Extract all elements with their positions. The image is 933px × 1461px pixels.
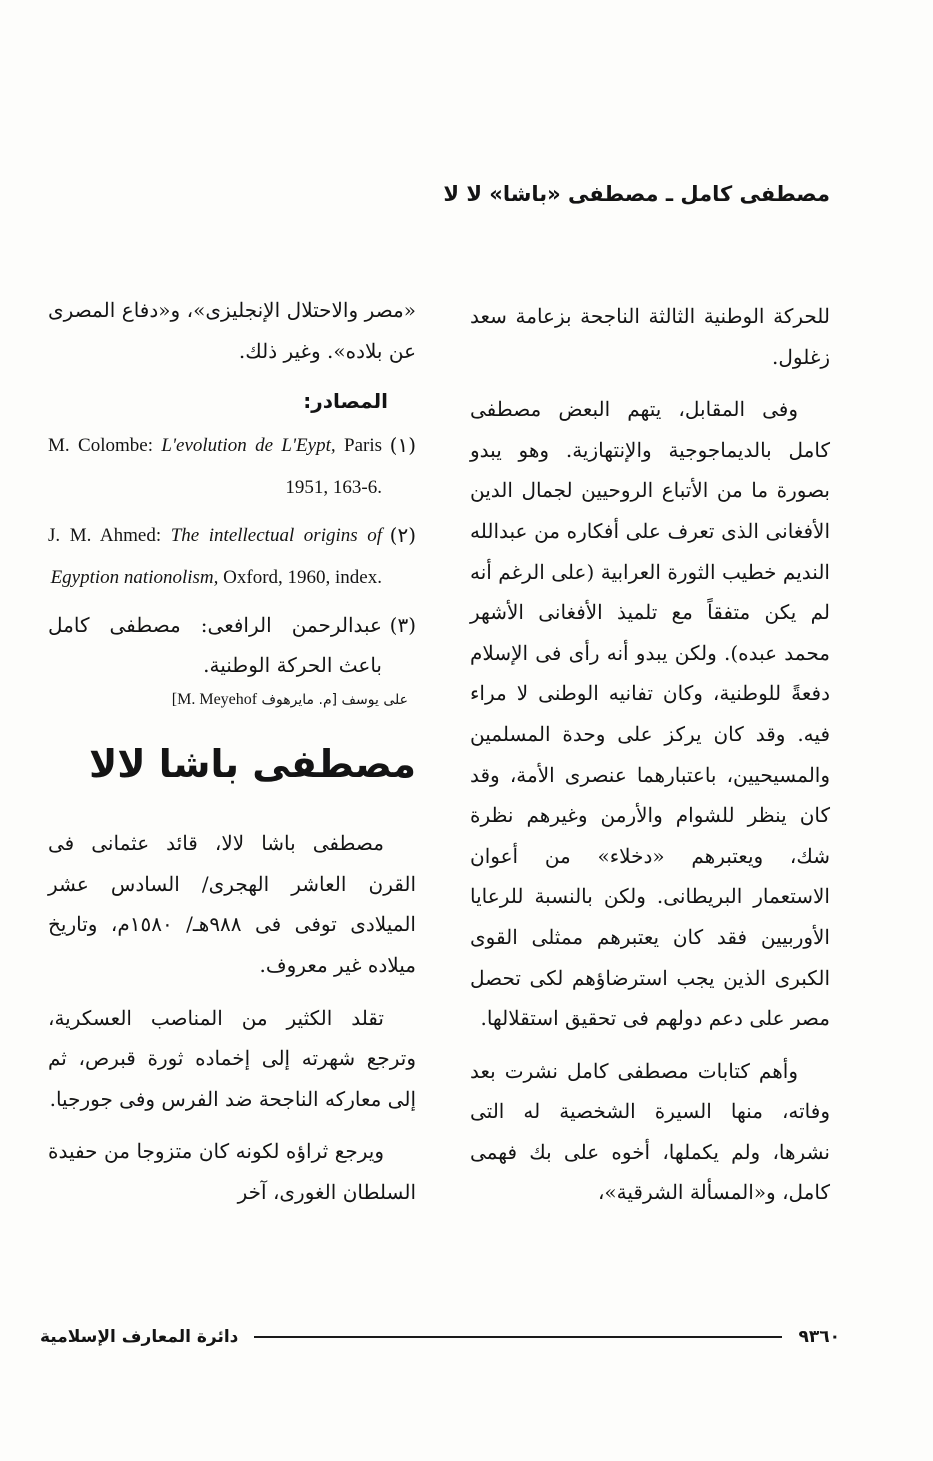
footer-rule xyxy=(254,1336,782,1338)
page-number: ٩٣٦٠ xyxy=(798,1327,840,1347)
paragraph: للحركة الوطنية الثالثة الناجحة بزعامة سعد زغلول. xyxy=(470,304,830,369)
paragraph: مصطفى باشا لالا، قائد عثمانى فى القرن العاشر الهجرى/ السادس عشر الميلادى توفى فى ٩٨٨هـ/ ١٥٨٠م، وتاريخ ميلاده غير معروف. xyxy=(48,831,416,977)
encyclopedia-name: دائرة المعارف الإسلامية xyxy=(40,1327,239,1347)
author-arabic: على يوسف [م. مايرهوف xyxy=(261,692,408,709)
reference-author: J. M. Ahmed: xyxy=(48,525,162,547)
paragraph: وأهم كتابات مصطفى كامل نشرت بعد وفاته، منها السيرة الشخصية له التى نشرها، ولم يكملها، أخوه على بك فهمى كامل، و«المسألة الشرقية»، xyxy=(470,1058,830,1205)
reference-item xyxy=(48,425,416,509)
left-column xyxy=(48,290,416,1225)
reference-title: L'evolution de L'Eypt, xyxy=(161,435,336,457)
reference-number: (١) xyxy=(389,433,416,458)
article-title: مصطفى باشا لالا xyxy=(88,742,416,787)
sources-heading: المصادر: xyxy=(303,389,388,414)
article-author xyxy=(48,691,408,709)
reference-number: (٣) xyxy=(389,613,416,638)
reference-title: The intellectual origins of Egyption nationolism, xyxy=(50,525,383,589)
running-header: مصطفى كامل ـ مصطفى «باشا» لا لا xyxy=(443,182,830,206)
reference-number: (٢) xyxy=(389,523,416,548)
reference-text: عبدالرحمن الرافعى: مصطفى كامل باعث الحركة الوطنية. xyxy=(48,613,382,678)
reference-author: M. Colombe: xyxy=(48,435,153,457)
author-latin: M. Meyehof] xyxy=(171,691,258,709)
reference-item xyxy=(48,605,416,685)
right-column xyxy=(470,296,830,1225)
paragraph-continuation: «مصر والاحتلال الإنجليزى»، و«دفاع المصرى عن بلاده». وغير ذلك. xyxy=(48,298,416,363)
paragraph: وفى المقابل، يتهم البعض مصطفى كامل بالديماجوجية والإنتهازية. وهو يبدو بصورة ما من الأتباع الروحيين لجمال الدين الأفغانى الذى تعرف على أفكاره من عبدالله النديم خطيب الثورة العرابية (على الرغم أنه لم يكن متفقاً مع تلميذ الأفغانى الأشهر محمد عبده). ولكن يبدو أنه رأى فى الإسلام دفعةً للوطنية، وكان تفانيه الوطنى لا مراء فيه. وقد كان يركز على وحدة المسلمين والمسيحيين، باعتبارهما عنصرى الأمة، وقد كان ينظر للشوام والأرمن وغيرهم نظرة شك، ويعتبرهم «دخلاء» من أعوان الاستعمار البريطانى. ولكن بالنسبة للرعايا الأوربيين فقد كان يعتبرهم ممثلى القوى الكبرى الذين يجب استرضاؤهم لكى تحصل مصر على دعم دولهم فى تحقيق استقلالها. xyxy=(470,397,830,1031)
reference-item xyxy=(48,515,416,599)
page-footer xyxy=(40,1322,840,1352)
reference-text xyxy=(48,515,382,599)
reference-details: Oxford, 1960, index. xyxy=(223,567,382,589)
paragraph: ويرجع ثراؤه لكونه كان متزوجا من حفيدة السلطان الغورى، آخر xyxy=(48,1139,416,1204)
reference-text xyxy=(48,425,382,509)
reference-details: Paris 1951, 163-6. xyxy=(285,435,383,499)
paragraph: تقلد الكثير من المناصب العسكرية، وترجع شهرته إلى إخماده ثورة قبرص، ثم إلى معاركه الناجحة ضد الفرس وفى جورجيا. xyxy=(48,1005,416,1111)
